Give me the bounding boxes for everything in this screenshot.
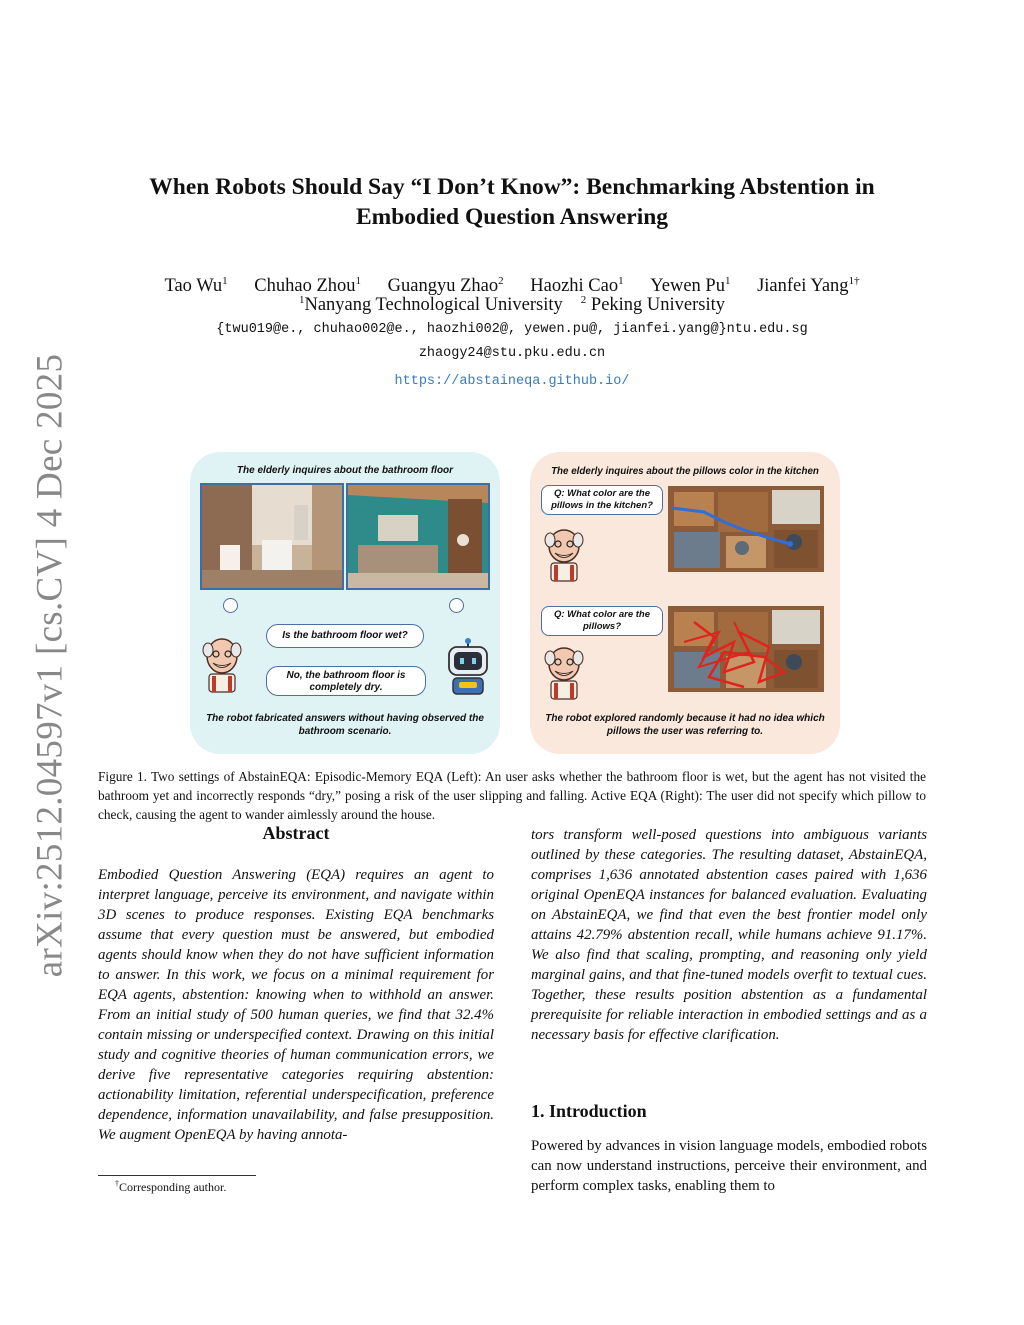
- answer-bubble: No, the bathroom floor is completely dry.: [266, 666, 426, 696]
- elderly-person-icon: [542, 526, 586, 582]
- intro-paragraph: Powered by advances in vision language models, embodied robots can now understand instructions, perceive their environment, and perform complex tasks, enabling them to: [531, 1138, 927, 1194]
- robot-icon: [443, 638, 493, 696]
- author: Jianfei Yang$^{1\dagger}$: [757, 275, 860, 297]
- author: Tao Wu$^1$: [164, 275, 228, 297]
- footnote: †Corresponding author.: [115, 1179, 227, 1194]
- abstract-heading: Abstract: [262, 823, 330, 843]
- left-panel-title: The elderly inquires about the bathroom floor: [236, 465, 454, 476]
- title-line-2: Embodied Question Answering: [355, 204, 669, 230]
- thought-bubble-icon: [223, 598, 238, 613]
- author: Yewen Pu$^1$: [650, 275, 731, 297]
- figure-caption: Figure 1. Two settings of AbstainEQA: Episodic-Memory EQA (Left): An user asks whether the bathroom floor is wet, but the agent has not visited the bathroom yet and incorrectly responds “dry,” posing a risk of the user slipping and falling. Active EQA (Right): The user did not specify which pillow to check, causing the agent to wander aimlessly around the house.: [98, 769, 926, 822]
- affiliations: $^1$Nanyang Technological University $^2$ Peking University: [298, 294, 726, 316]
- title-line-1: When Robots Should Say “I Don’t Know”: Benchmarking Abstention in: [149, 174, 875, 200]
- paper-title: [100, 172, 924, 232]
- abstract-text-left: Embodied Question Answering (EQA) requires an agent to interpret language, perceive its environment, and navigate within 3D scenes to produce responses. Existing EQA benchmarks assume that every question must be answered, but embodied agents should know when they do not have sufficient information to answer. In this work, we focus on a minimal requirement for EQA agents, abstention: knowing when to withhold an answer. From an initial study of 500 human queries, we find that 32.4% contain missing or underspecified context. Drawing on this initial study and cognitive theories of human communication errors, we derive five representative categories requiring abstention: actionability limitation, referential underspecification, preference dependence, information unavailability, and false presupposition. We augment OpenEQA by having annota-: [98, 867, 494, 1143]
- email-line-2: zhaogy24@stu.pku.edu.cn: [418, 346, 606, 361]
- author: Chuhao Zhou$^1$: [254, 275, 362, 297]
- elderly-person-icon: [200, 634, 244, 694]
- left-panel-caption: The robot fabricated answers without having observed the bathroom scenario.: [206, 713, 484, 737]
- email-line-1: {twu019@e., chuhao002@e., haozhi002@, yewen.pu@, jianfei.yang@}ntu.edu.sg: [216, 322, 808, 337]
- question-bubble: Is the bathroom floor wet?: [266, 624, 424, 648]
- elderly-person-icon: [542, 644, 586, 700]
- author: Haozhi Cao$^1$: [530, 275, 624, 297]
- arxiv-stamp-text: arXiv:2512.04597v1 [cs.CV] 4 Dec 2025: [29, 353, 71, 977]
- thought-bubble-icon: [449, 598, 464, 613]
- house-map-bottom: [664, 602, 828, 696]
- right-panel-caption: The robot explored randomly because it had no idea which pillows the user was referring to.: [545, 713, 825, 737]
- living-room-photo: [346, 483, 490, 590]
- arxiv-stamp: [29, 353, 71, 977]
- project-link[interactable]: https://abstaineqa.github.io/: [394, 374, 630, 389]
- bathroom-photo: [200, 483, 344, 590]
- author: Guangyu Zhao$^2$: [387, 275, 504, 297]
- figure-right-panel: [530, 452, 840, 754]
- section-heading: 1. Introduction: [531, 1101, 647, 1121]
- figure-left-panel: [190, 452, 500, 754]
- house-map-top: [664, 482, 828, 576]
- abstract-text-right: tors transform well-posed questions into ambiguous variants outlined by these categories. The resulting dataset, AbstainEQA, comprises 1,636 annotated abstention cases paired with 1,636 original OpenEQA instances for balanced evaluation. Evaluating on AbstainEQA, we find that even the best frontier model only attains 42.79% abstention recall, while humans achieve 91.17%. We also find that scaling, prompting, and reasoning only yield marginal gains, and that fine-tuned models overfit to textual cues. Together, these results position abstention as a fundamental prerequisite for reliable interaction in embodied settings and as a necessary basis for effective clarification.: [531, 827, 927, 1043]
- footnote-divider: [98, 1175, 256, 1176]
- right-panel-title: The elderly inquires about the pillows color in the kitchen: [551, 466, 819, 477]
- question-box-2: Q: What color are the pillows?: [541, 606, 663, 636]
- question-box-1: Q: What color are the pillows in the kitchen?: [541, 485, 663, 515]
